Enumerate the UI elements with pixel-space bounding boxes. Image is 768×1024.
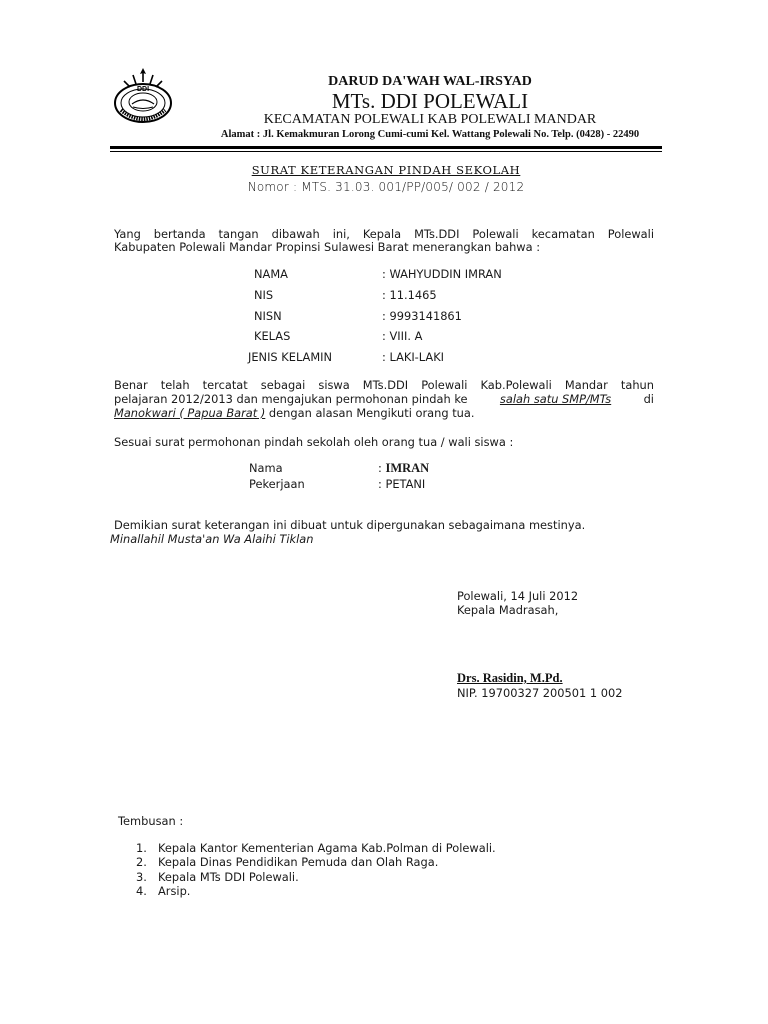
letter-number: Nomor : MTS. 31.03. 001/PP/005/ 002 / 2012 (247, 180, 525, 194)
cc-item: Kepala Dinas Pendidikan Pemuda dan Olah Raga. (158, 855, 439, 869)
field-value-nisn: : 9993141861 (382, 309, 462, 323)
signer-name: Drs. Rasidin, M.Pd. (457, 671, 563, 685)
intro-line-2: Kabupaten Polewali Mandar Propinsi Sulawesi Barat menerangkan bahwa : (114, 240, 541, 254)
field-value-gender: : LAKI-LAKI (382, 350, 445, 364)
field-value-kelas: : VIII. A (382, 329, 423, 343)
reason-text: dengan alasan Mengikuti orang tua. (265, 406, 475, 420)
cc-item: Kepala MTs DDI Polewali. (158, 870, 299, 884)
place-date: Polewali, 14 Juli 2012 (457, 589, 579, 603)
statement-line-2-end: di (643, 392, 654, 406)
cc-item-num: 4. (136, 884, 147, 898)
field-label-kelas: KELAS (254, 329, 291, 343)
cc-item: Arsip. (158, 884, 191, 898)
parent-name: IMRAN (385, 461, 430, 475)
statement-line-2 (114, 392, 654, 406)
field-value-nis: : 11.1465 (382, 288, 437, 302)
closing-prayer: Minallahil Musta'an Wa Alaihi Tiklan (110, 532, 314, 546)
closing-statement: Demikian surat keterangan ini dibuat untuk dipergunakan sebagaimana mestinya. (114, 518, 586, 532)
destination-city: Manokwari ( Papua Barat ) (114, 406, 266, 420)
signer-nip: NIP. 19700327 200501 1 002 (457, 686, 623, 700)
parent-label-nama: Nama (249, 461, 283, 475)
cc-item-num: 1. (136, 841, 147, 855)
signer-position: Kepala Madrasah, (457, 603, 559, 617)
org-name: DARUD DA'WAH WAL-IRSYAD (328, 74, 532, 89)
cc-item-num: 2. (136, 855, 147, 869)
parent-value-nama (378, 461, 429, 475)
field-label-nisn: NISN (254, 309, 282, 323)
intro-line-1: Yang bertanda tangan dibawah ini, Kepala MTs.DDI Polewali kecamatan Polewali (114, 227, 654, 241)
parent-sep-job: : (378, 477, 386, 491)
cc-heading: Tembusan : (118, 814, 184, 828)
statement-line-3 (114, 406, 654, 420)
parent-value-job (378, 477, 425, 491)
parent-intro: Sesuai surat permohonan pindah sekolah oleh orang tua / wali siswa : (114, 435, 514, 449)
letter-title: SURAT KETERANGAN PINDAH SEKOLAH (251, 163, 521, 177)
field-label-gender: JENIS KELAMIN (248, 350, 333, 364)
logo-label: DDI (136, 86, 150, 93)
statement-line-1: Benar telah tercatat sebagai siswa MTs.DDI Polewali Kab.Polewali Mandar tahun (114, 378, 654, 392)
destination-school: salah satu SMP/MTs (499, 392, 612, 406)
field-label-nama: NAMA (254, 267, 288, 281)
parent-sep-nama: : (378, 461, 386, 475)
cc-item: Kepala Kantor Kementerian Agama Kab.Polman di Polewali. (158, 841, 496, 855)
school-name: MTs. DDI POLEWALI (331, 89, 529, 113)
school-logo (112, 66, 174, 126)
parent-label-job: Pekerjaan (249, 477, 305, 491)
cc-item-num: 3. (136, 870, 147, 884)
field-value-nama: : WAHYUDDIN IMRAN (382, 267, 502, 281)
district-name: KECAMATAN POLEWALI KAB POLEWALI MANDAR (263, 112, 597, 127)
header-divider-thin (110, 151, 662, 152)
header-divider-thick (110, 146, 662, 149)
parent-job: PETANI (385, 477, 426, 491)
statement-line-2-text: pelajaran 2012/2013 dan mengajukan permohonan pindah ke (114, 392, 468, 406)
field-label-nis: NIS (254, 288, 274, 302)
school-address: Alamat : Jl. Kemakmuran Lorong Cumi-cumi Kel. Wattang Polewali No. Telp. (0428) - 22490 (220, 129, 640, 140)
